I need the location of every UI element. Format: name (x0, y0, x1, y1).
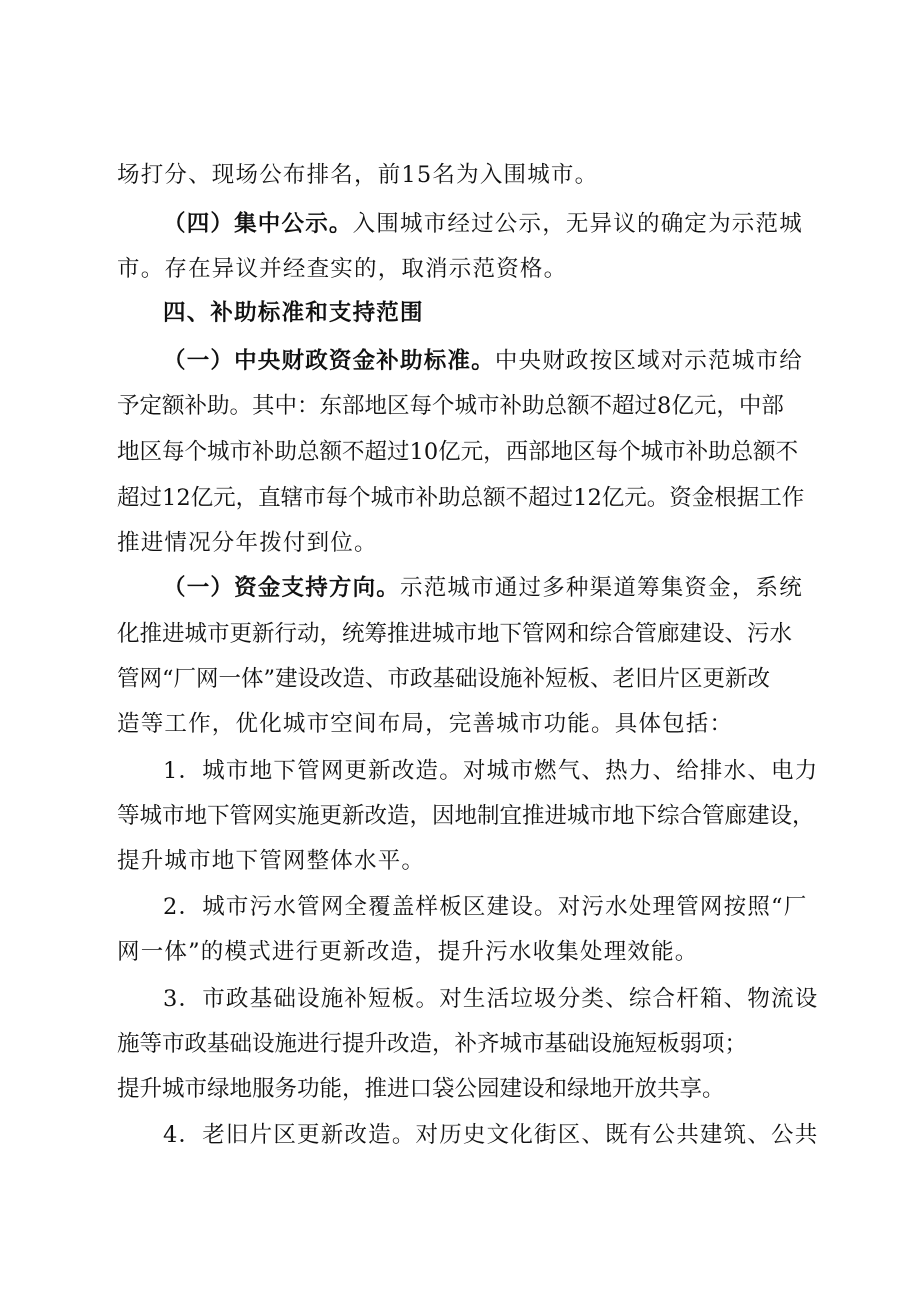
paragraph-line: 场打分、现场公布排名，前15名为入围城市。 (117, 162, 599, 188)
paragraph-line: 提升城市地下管网整体水平。 (117, 848, 426, 874)
paragraph-line: 予定额补助。其中：东部地区每个城市补助总额不超过8亿元，中部 (117, 393, 784, 419)
paragraph-line: 超过12亿元，直辖市每个城市补助总额不超过12亿元。资金根据工作 (117, 485, 805, 511)
paragraph-line: 推进情况分年拨付到位。 (117, 530, 378, 556)
paragraph-line: 等城市地下管网实施更新改造，因地制宜推进城市地下综合管廊建设， (117, 803, 815, 829)
list-item-3-line: 3．市政基础设施补短板。对生活垃圾分类、综合杆箱、物流设 (163, 986, 819, 1012)
subsection-funding-line (163, 573, 803, 603)
subsection-one-body: 中央财政按区域对示范城市给 (494, 348, 803, 374)
paragraph-line: 网一体”的模式进行更新改造，提升污水收集处理效能。 (117, 939, 699, 965)
paragraph-line: 地区每个城市补助总额不超过10亿元，西部地区每个城市补助总额不 (117, 439, 799, 465)
list-item-2-line: 2．城市污水管网全覆盖样板区建设。对污水处理管网按照“厂 (163, 894, 808, 920)
subsection-four-body: 入围城市经过公示，无异议的确定为示范城 (352, 211, 803, 237)
paragraph-line: 施等市政基础设施进行提升改造，补齐城市基础设施短板弱项； (117, 1031, 748, 1057)
subsection-funding-heading: （一）资金支持方向。 (163, 575, 401, 601)
paragraph-line: 管网“厂网一体”建设改造、市政基础设施补短板、老旧片区更新改 (117, 666, 771, 692)
paragraph-line: 造等工作，优化城市空间布局，完善城市功能。具体包括： (117, 711, 734, 737)
subsection-one-heading: （一）中央财政资金补助标准。 (163, 348, 495, 374)
list-item-1-line: 1．城市地下管网更新改造。对城市燃气、热力、给排水、电力 (163, 758, 819, 784)
paragraph-line: 化推进城市更新行动，统筹推进城市地下管网和综合管廊建设、污水 (117, 621, 793, 647)
section-four-heading: 四、补助标准和支持范围 (163, 300, 424, 326)
subsection-four-line (163, 209, 803, 239)
paragraph-line: 市。存在异议并经查实的，取消示范资格。 (117, 256, 568, 282)
subsection-funding-body: 示范城市通过多种渠道筹集资金，系统 (400, 575, 803, 601)
list-item-4-line: 4．老旧片区更新改造。对历史文化街区、既有公共建筑、公共 (163, 1122, 819, 1148)
subsection-one-line (163, 346, 803, 376)
subsection-four-heading: （四）集中公示。 (163, 211, 353, 237)
paragraph-line: 提升城市绿地服务功能，推进口袋公园建设和绿地开放共享。 (117, 1076, 725, 1102)
